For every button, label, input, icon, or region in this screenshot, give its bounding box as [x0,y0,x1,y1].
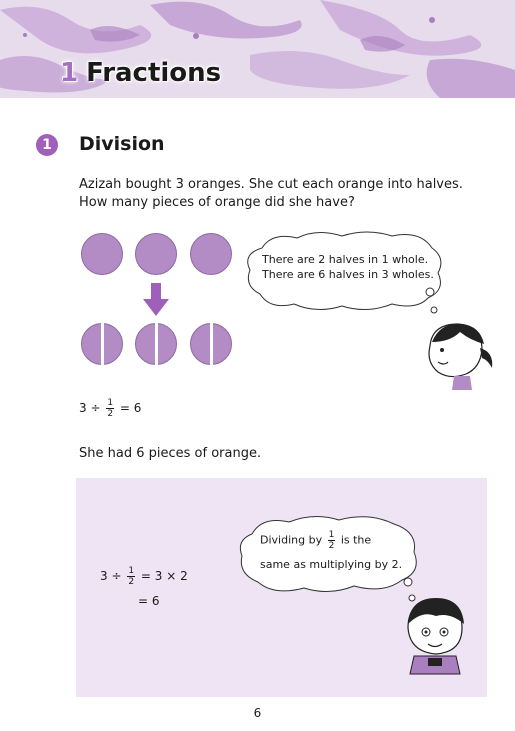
chapter-banner [0,0,515,98]
thought-2-pre: Dividing by [260,533,323,547]
thought-1-line-2: There are 6 halves in 3 wholes. [262,268,434,281]
chapter-number: 1 [60,58,79,88]
halved-orange-1 [81,323,123,365]
halved-orange-3 [190,323,232,365]
equation-1 [79,398,141,419]
equation-1-lhs: 3 ÷ [79,401,101,415]
thought-2-line-2: same as multiplying by 2. [260,558,403,571]
fraction-numerator: 1 [328,530,335,540]
girl-illustration [410,318,500,390]
equation-1-rhs: = 6 [119,401,142,415]
equation-2-line-2: = 6 [138,594,160,608]
fraction-denominator: 2 [107,409,114,419]
thought-bubble-1-text [262,252,434,282]
halved-orange-2 [135,323,177,365]
section-number-badge: 1 [36,134,58,156]
answer-text: She had 6 pieces of orange. [79,446,262,461]
equation-2-fraction [127,566,135,587]
section-title: Division [79,133,165,155]
equation-2-lhs: 3 ÷ [100,569,122,583]
page-number: 6 [253,706,262,720]
equation-2-rhs: = 3 × 2 [140,569,188,583]
whole-orange-2 [135,233,177,275]
fraction-numerator: 1 [128,566,135,576]
thought-1-line-1: There are 2 halves in 1 whole. [262,253,429,266]
thought-bubble-2-text [260,530,402,572]
problem-text: Azizah bought 3 oranges. She cut each orange into halves. How many pieces of orange did she have? [79,177,463,210]
down-arrow-icon [143,283,169,317]
boy-illustration [400,594,470,676]
fraction-denominator: 2 [328,541,335,551]
equation-1-fraction [106,398,114,419]
chapter-heading [60,58,221,88]
fraction-denominator: 2 [128,577,135,587]
thought-2-line-1 [260,530,402,551]
whole-orange-1 [81,233,123,275]
whole-orange-3 [190,233,232,275]
thought-2-post: is the [340,533,372,547]
fraction-numerator: 1 [107,398,114,408]
equation-2 [100,566,188,587]
thought-2-fraction [328,530,336,551]
chapter-title: Fractions [86,58,222,88]
